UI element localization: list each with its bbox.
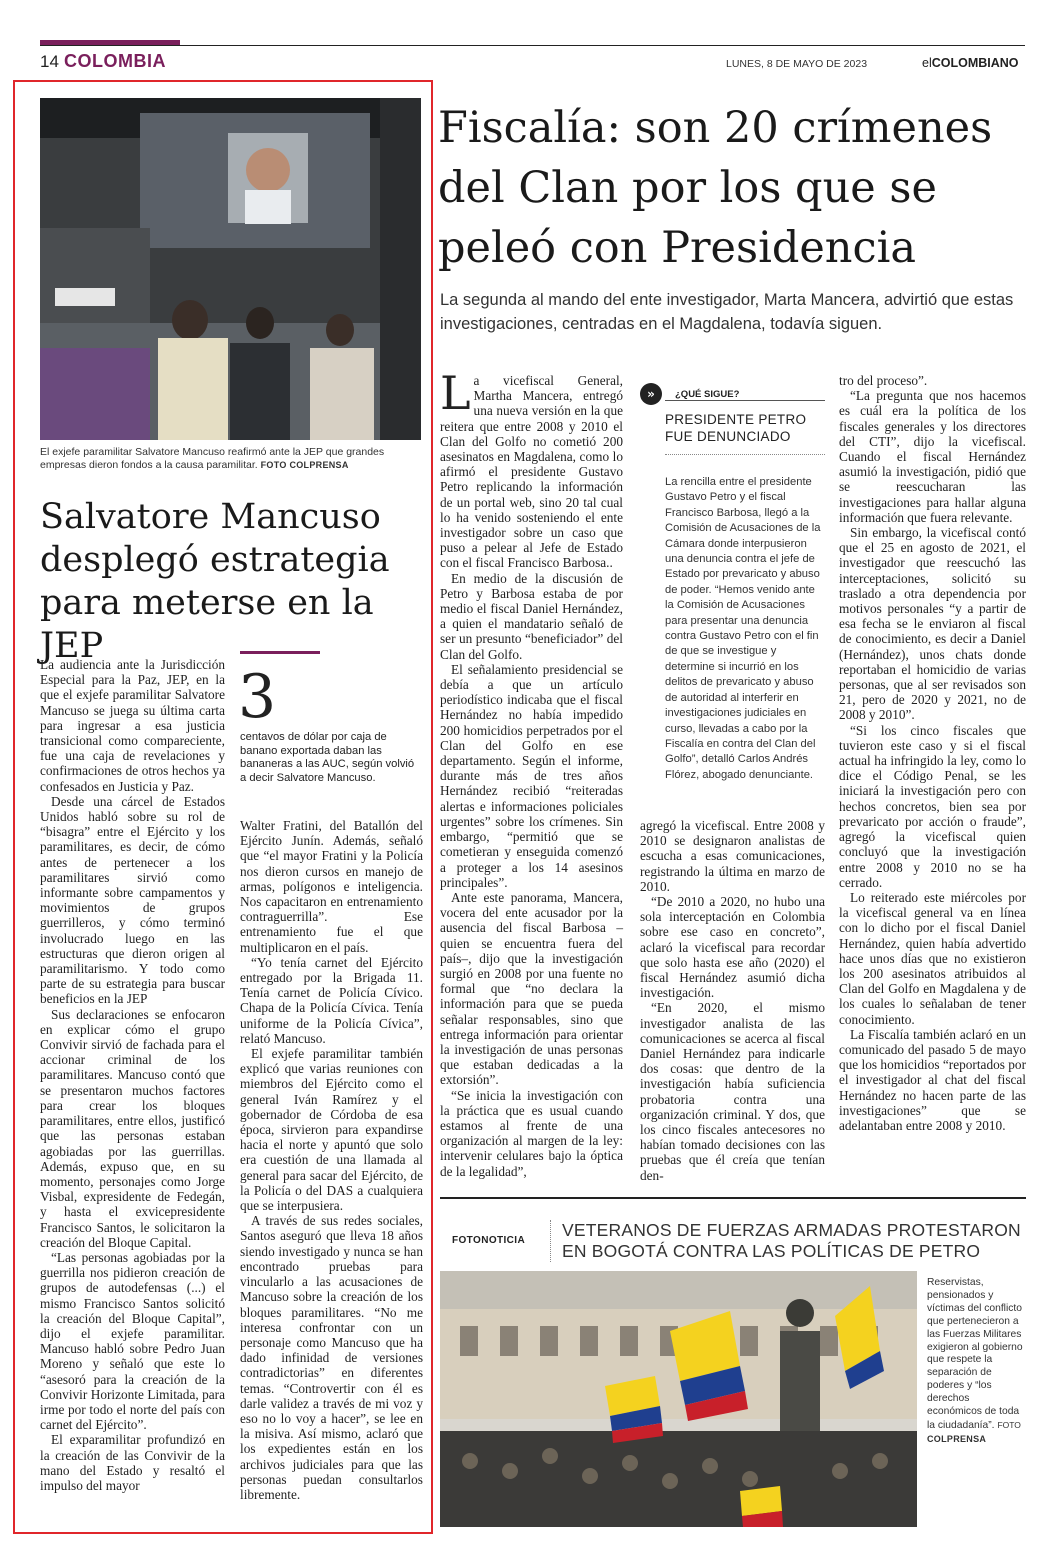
right-story-column-1 <box>440 366 623 1179</box>
protest-photo-illustration <box>440 1271 917 1527</box>
header-date: LUNES, 8 DE MAYO DE 2023 <box>726 58 868 70</box>
left-col1-p3: Sus declaraciones se enfocaron en explicar cómo el grupo Convivir sirvió de fachada para el accionar criminal de los paramilitares. Mancuso contó que se presentaron muchos factores para crear los bloques paramilitares, entre ellos, justificó que las personas estaban agobiadas por las guerrillas. Además, expuso que, en su momento, personajes como Jorge Visbal, expresidente de Fedegán, y hasta el exvicepresidente Francisco Santos, le solicitaron la creación del Bloque Capital. <box>40 1006 225 1250</box>
right-story-subtitle: La segunda al mando del ente investigador, Marta Mancera, advirtió que estas investigaciones, centradas en el Magdalena, todavía siguen. <box>440 291 1014 333</box>
right-col3-p6: La Fiscalía también aclaró en un comunicado del pasado 5 de mayo que los homicidios “reportados por el investigador al chat del fiscal Hernández no hacen parte de las investigaciones” que se adelantaban entre 2008 y 2010. <box>839 1026 1026 1133</box>
fotonoticia-caption-text: Reservistas, pensionados y víctimas del conflicto que pertenecieron a las Fuerzas Militares exigieron al gobierno que respete la separación de poderes y “los derechos económicos de toda la ciudadanía”. <box>927 1277 1023 1431</box>
drop-cap: L <box>440 366 471 420</box>
right-story-column-3 <box>839 373 1026 1133</box>
page-number: 14 <box>40 52 59 71</box>
fotonoticia-top-rule <box>440 1197 1026 1199</box>
right-col2-p1: agregó la vicefiscal. Entre 2008 y 2010 se designaron analistas de escucha a esas comunicaciones, registrando la última en marzo de 2010. <box>640 818 825 894</box>
left-story-column-1 <box>40 657 225 1493</box>
left-col1-p4: “Las personas agobiadas por la guerrilla nos pidieron creación de grupos de autodefensas (...) el mismo Francisco Santos solicitó la creación del Bloque Capital”, dijo el exjefe paramilitar. Mancuso habló sobre Pedro Juan Moreno y señaló que este lo “asesoró para la creación de la Convivir Horizonte Limitada, para irme por todo el norte del país con carnet del Ejército”. <box>40 1249 225 1433</box>
left-col2-p1: Walter Fratini, del Batallón del Ejército Junín. Además, señaló que “el mayor Fratini y la Policía nos dieron cursos en manejo de armas, polígonos e inteligencia. Nos capacitaron en entrenamiento contraguerrilla”. Ese entrenamiento fue el que multiplicaron en el país. <box>240 818 423 955</box>
sidebar-body: La rencilla entre el presidente Gustavo Petro y el fiscal Francisco Barbosa, llegó a la Comisión de Acusaciones de la Cámara donde interpusieron una denuncia contra el jefe de Estado por prevaricato y abuso de poder. “Hemos venido ante la Comisión de Acusaciones para presentar una denuncia contra Gustavo Petro con el fin de que se investigue y determine si incurrió en los delitos de prevaricato y abuso de autoridad al interferir en investigaciones judiciales en curso, llevadas a cabo por la Fiscalía en contra del Clan del Golfo”, detalló Carlos Andrés Flórez, abogado denunciante. <box>665 476 821 781</box>
right-col2-p2: “De 2010 a 2020, no hubo una sola interceptación en Colombia sobre ese caso en concreto”, aclaró la vicefiscal para recordar que solo hasta ese año (2020) el fiscal Hernández asumió dicha investigación. <box>640 894 825 1001</box>
stat-text: centavos de dólar por caja de banano exportada daban las bananeras a las AUC, según volvió a decir Salvatore Mancuso. <box>240 731 415 784</box>
fotonoticia-credit-prefix: FOTO <box>997 1419 1021 1430</box>
fotonoticia-divider <box>550 1220 552 1262</box>
sidebar-dotted-line <box>665 454 825 455</box>
left-col1-p1: La audiencia ante la Jurisdicción Especial para la Paz, JEP, en la que el exjefe paramilitar Salvatore Mancuso se juega su última carta para ingresar a esa justicia transicional como compareciente, fue una caja de revelaciones y confirmaciones de otros hechos ya confesados en Justicia y Paz. <box>40 657 225 794</box>
fotonoticia-caption <box>927 1277 1027 1447</box>
right-col3-p3: Sin embargo, la vicefiscal contó que el 25 en agosto de 2021, el investigador que reescuchó las interceptaciones, solicitó su traslado a otra dependencia por motivos personales “y a partir de esa fecha se le enviaron al fiscal de conocimiento, es decir a Daniel (Hernández), unos chats donde reportaban el homicidio de varias personas, que al ser revisados son 21, pero de 2020 y 2021, no de 2008 y 2010”. <box>839 525 1026 723</box>
header-rule <box>40 45 1025 46</box>
photo-credit: FOTO COLPRENSA <box>260 460 349 470</box>
right-col2-p3: “En 2020, el mismo investigador analista de las comunicaciones se acerca al fiscal Daniel Hernández para indicarle dos cosas: que dentro de la investigación había suficiencia probatoria contra una organización criminal. Y dos, que los cinco fiscales antecesores no habían tomado decisiones con las pruebas que él creía que tenían den- <box>640 1000 825 1183</box>
right-col3-p5: Lo reiterado este miércoles por la vicefiscal general va en línea con lo dicho por el fiscal Daniel Hernández, quien había advertido hace unos días que no existieron los 200 asesinatos atribuidos al Clan del Golfo en Magdalena y de los cuales lo señalaban de tener conocimiento. <box>839 889 1026 1027</box>
brand-name: COLOMBIANO <box>931 56 1019 70</box>
section-name: COLOMBIA <box>64 51 166 71</box>
hearing-photo-illustration <box>40 98 421 440</box>
right-col1-p2: En medio de la discusión de Petro y Barbosa estaba de por medio el fiscal Daniel Hernández, a quien el mandatario señaló de ser un presunto “beneficiador” del Clan del Golfo. <box>440 570 623 662</box>
fotonoticia-title: VETERANOS DE FUERZAS ARMADAS PROTESTARON EN BOGOTÁ CONTRA LAS POLÍTICAS DE PETRO <box>562 1220 1021 1261</box>
right-story-title: Fiscalía: son 20 crímenes del Clan por los que se peleó con Presidencia <box>438 103 993 273</box>
right-col3-p4: “Si los cinco fiscales que tuvieron este caso y si el fiscal actual ha infringido la ley, como lo dice el Código Penal, se les iniciará la investigación pero con hechos concretos, bien sea por prevaricato por acción o fraude”, agregó la vicefiscal quien concluyó que la investigación entre 2008 y 2010 no se ha cerrado. <box>839 722 1026 890</box>
photo-caption-text: El exjefe paramilitar Salvatore Mancuso reafirmó ante la JEP que grandes empresas dieron fondos a la causa paramilitar. <box>40 446 385 471</box>
left-col1-p2: Desde una cárcel de Estados Unidos habló sobre su rol de “bisagra” entre el Ejército y los paramilitares, es decir, de cómo antes de pertenecer a los paramilitares sirvió como informante sobre campamentos y movimientos de grupos guerrilleros, y cómo terminó involucrado luego en las estructuras que dieron origen al paramilitarismo. Y todo como parte de su estrategia para buscar beneficios en la JEP <box>40 793 225 1007</box>
photo-caption <box>40 446 425 472</box>
right-col1-lead-text: a vicefiscal General, Martha Mancera, entregó una nueva versión en la que reitera que entre 2008 y 2010 el Clan del Golfo no cometió 200 asesinatos en Magdalena, como lo afirmó el presidente Gustavo Petro replicando la información de un portal web, sino 20 tal cual lo ha venido sosteniendo el ente investigador sobre un caso que puso a pelear al Jefe de Estado con el fiscal Francisco Barbosa.. <box>440 373 623 571</box>
left-col2-p3: El exjefe paramilitar también explicó que varias reuniones con miembros del Ejército como el general Iván Ramírez y el gobernador de Córdoba de esa época, sirvieron para expandirse hacia el norte y apuntó que solo era cuestión de una llamada al general para sacar del Ejército, de la Policía o del DAS a cualquiera que se interpusiera. <box>240 1046 423 1214</box>
fotonoticia-label: FOTONOTICIA <box>452 1235 526 1246</box>
sidebar-title: PRESIDENTE PETRO FUE DENUNCIADO <box>665 412 807 444</box>
left-story-title: Salvatore Mancuso desplegó estrategia para meterse en la JEP <box>40 497 390 666</box>
left-col2-p4: A través de sus redes sociales, Santos aseguró que lleva 18 años siendo investigado y nunca se han encontrado pruebas para vincularlo a las acusaciones de Mancuso sobre la creación de los bloques paramilitares. “No me interesa confrontar con un personaje como Mancuso que ha dado infinidad de versiones contradictorias” en diferentes temas. “Controvertir con él es darle validez a través de mi voz y eso no lo voy a hacer”, se lee en la misiva. Así mismo, aclaró que los expedientes están en los archivos judiciales para que las personas puedan consultarlos libremente. <box>240 1213 423 1502</box>
brand-logo <box>922 56 1019 70</box>
brand-prefix: el <box>922 56 932 70</box>
right-col1-p3: El señalamiento presidencial se debía a que un artículo periodístico indicaba que el fiscal Hernández no había impedido 200 homicidios perpetrados por el Clan del Golfo en ese departamento. Según el informe, durante más de tres años Hernández recibió “reiteradas alertas e informaciones policiales urgentes” sobre los crímenes. Sin embargo, “permitió que se cometieran y enseguida comenzó a proteger a los 14 asesinos principales”. <box>440 661 623 890</box>
right-col1-p5: “Se inicia la investigación con la práctica que es usual cuando estamos al frente de una organización al margen de la ley: intervenir celulares bajo la óptica de la legalidad”, <box>440 1087 623 1179</box>
left-story-column-2 <box>240 818 423 1502</box>
sidebar-kicker: ¿QUÉ SIGUE? <box>675 389 740 400</box>
right-col3-p2: “La pregunta que nos hacemos es cuál era la política de los fiscales generales y los directores del CTI”, dijo la vicefiscal. Cuando el fiscal Hernández asumió la investigación, pidió que se reescucharan las investigaciones para hallar alguna información que fuera relevante. <box>839 388 1026 525</box>
left-col1-p5: El exparamilitar profundizó en la creación de las Convivir de la mano del Estado y resaltó el impulso del mayor <box>40 1432 225 1493</box>
stat-number: 3 <box>238 662 277 732</box>
right-col1-p4: Ante este panorama, Mancera, vocera del ente acusador por la ausencia del fiscal Barbosa –quien se encuentra fuera del país–, dijo que la investigación surgió en 2008 por una fuente no formal que “no declara la información para que se pueda señalar responsables, sino que entrega información para orientar la investigación de unas personas que estaban dedicadas a la extorsión”. <box>440 889 623 1088</box>
stat-accent-bar <box>240 651 320 654</box>
left-col2-p2: “Yo tenía carnet del Ejército entregado por la Brigada 11. Tenía carnet de Policía Cívico. Chapa de la Policía Cívica. Tenía uniforme de la Policía Cívica”, relató Mancuso. <box>240 954 423 1046</box>
sidebar-rule <box>665 400 825 401</box>
fotonoticia-credit: COLPRENSA <box>927 1433 987 1444</box>
mancuso-hearing-photo <box>40 98 421 440</box>
right-col1-lead <box>440 366 623 571</box>
right-col3-p1: tro del proceso”. <box>839 373 928 388</box>
chevrons-icon: » <box>640 383 662 405</box>
protest-photo <box>440 1271 917 1527</box>
right-story-column-2 <box>640 818 825 1183</box>
